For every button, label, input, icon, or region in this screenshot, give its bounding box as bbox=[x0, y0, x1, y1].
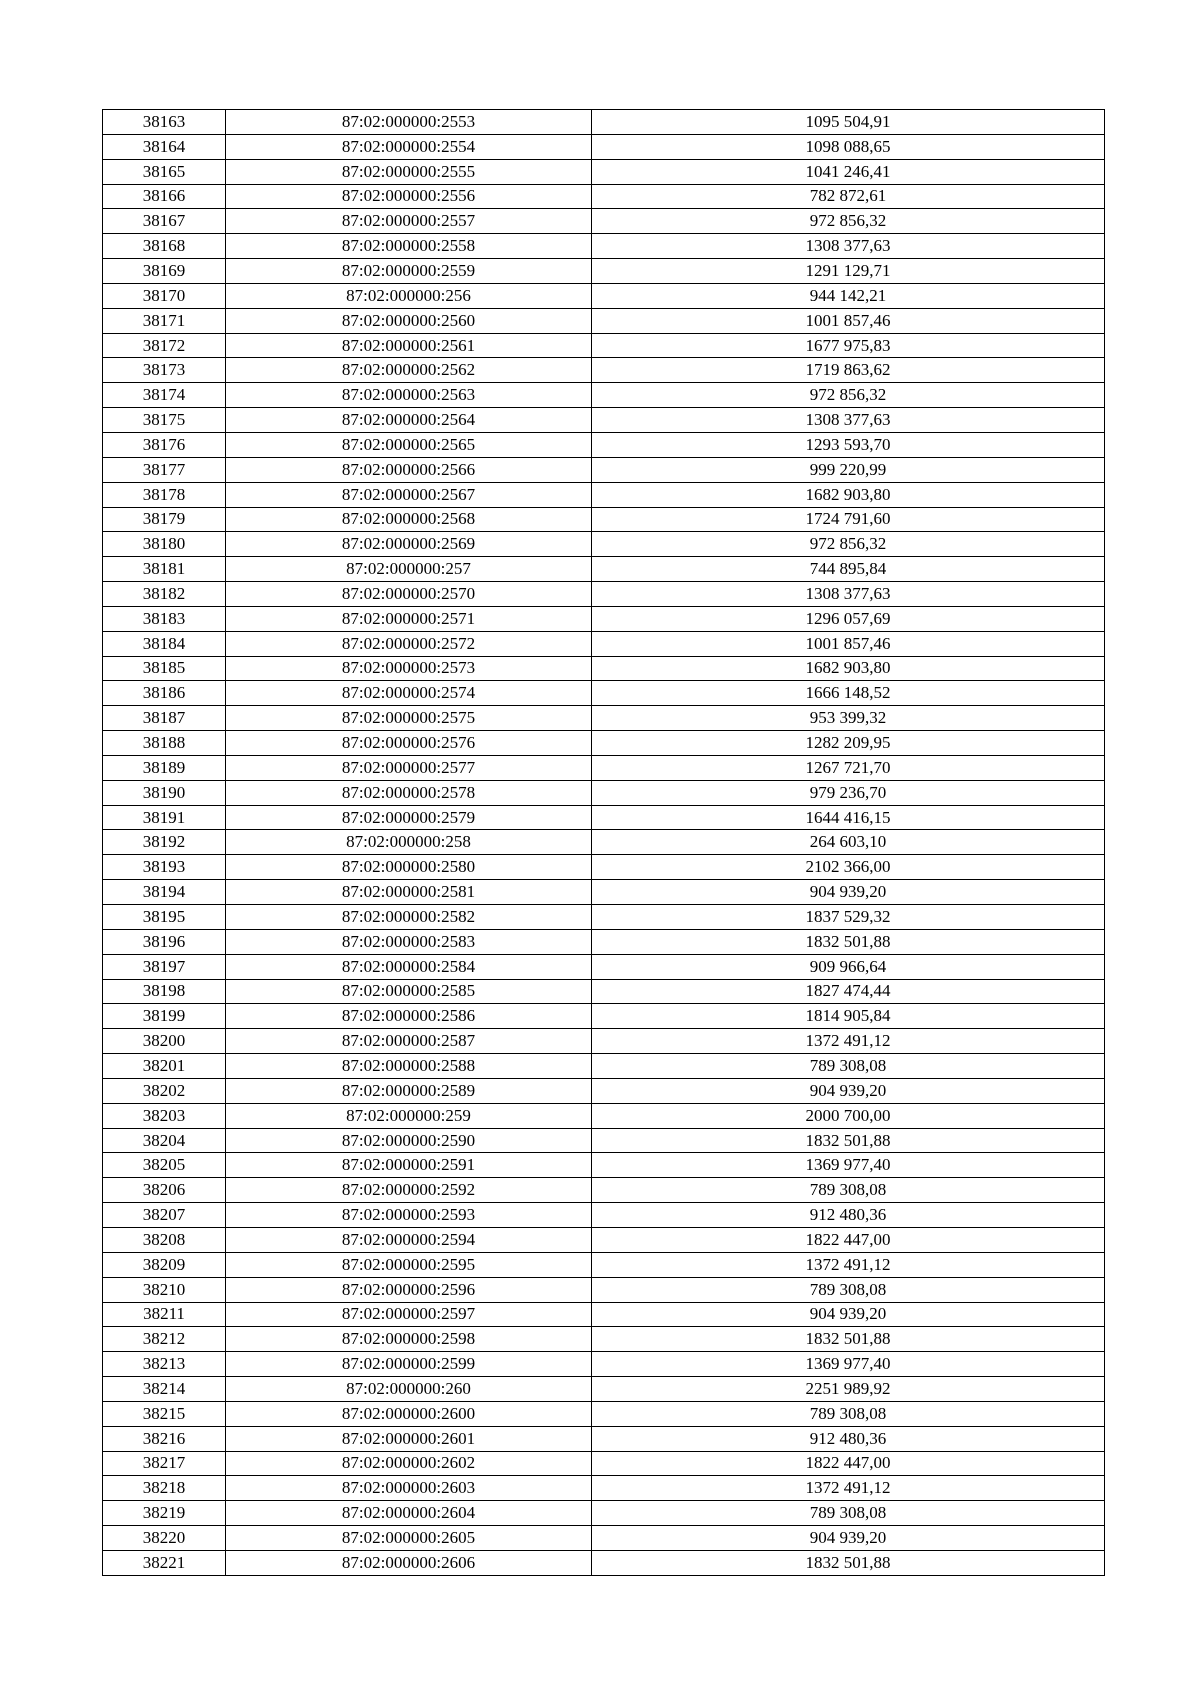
cadastral-value-cell: 999 220,99 bbox=[592, 457, 1105, 482]
cadastral-value-cell: 1001 857,46 bbox=[592, 631, 1105, 656]
cadastral-number-cell: 87:02:000000:2583 bbox=[226, 929, 592, 954]
table-row bbox=[103, 159, 1105, 184]
cadastral-value-cell: 944 142,21 bbox=[592, 283, 1105, 308]
cadastral-number-cell: 87:02:000000:2571 bbox=[226, 606, 592, 631]
cadastral-value-cell: 782 872,61 bbox=[592, 184, 1105, 209]
row-number-cell: 38216 bbox=[103, 1426, 226, 1451]
table-row bbox=[103, 1103, 1105, 1128]
row-number-cell: 38195 bbox=[103, 905, 226, 930]
cadastral-number-cell: 87:02:000000:2558 bbox=[226, 234, 592, 259]
row-number-cell: 38217 bbox=[103, 1451, 226, 1476]
cadastral-number-cell: 87:02:000000:2591 bbox=[226, 1153, 592, 1178]
cadastral-number-cell: 87:02:000000:2565 bbox=[226, 432, 592, 457]
cadastral-number-cell: 87:02:000000:2569 bbox=[226, 532, 592, 557]
cadastral-value-cell: 1282 209,95 bbox=[592, 731, 1105, 756]
cadastral-number-cell: 87:02:000000:2556 bbox=[226, 184, 592, 209]
table-row bbox=[103, 1401, 1105, 1426]
cadastral-number-cell: 87:02:000000:2561 bbox=[226, 333, 592, 358]
cadastral-number-cell: 87:02:000000:2594 bbox=[226, 1227, 592, 1252]
row-number-cell: 38176 bbox=[103, 432, 226, 457]
cadastral-value-cell: 1372 491,12 bbox=[592, 1252, 1105, 1277]
table-row bbox=[103, 532, 1105, 557]
cadastral-value-cell: 904 939,20 bbox=[592, 1302, 1105, 1327]
row-number-cell: 38178 bbox=[103, 482, 226, 507]
table-row bbox=[103, 606, 1105, 631]
cadastral-value-cell: 1001 857,46 bbox=[592, 308, 1105, 333]
row-number-cell: 38209 bbox=[103, 1252, 226, 1277]
row-number-cell: 38210 bbox=[103, 1277, 226, 1302]
cadastral-value-cell: 2000 700,00 bbox=[592, 1103, 1105, 1128]
cadastral-value-cell: 912 480,36 bbox=[592, 1426, 1105, 1451]
row-number-cell: 38183 bbox=[103, 606, 226, 631]
table-row bbox=[103, 1327, 1105, 1352]
table-row bbox=[103, 979, 1105, 1004]
table-row bbox=[103, 780, 1105, 805]
cadastral-value-cell: 1644 416,15 bbox=[592, 805, 1105, 830]
row-number-cell: 38219 bbox=[103, 1501, 226, 1526]
cadastral-value-cell: 972 856,32 bbox=[592, 209, 1105, 234]
cadastral-value-cell: 1677 975,83 bbox=[592, 333, 1105, 358]
cadastral-number-cell: 87:02:000000:2600 bbox=[226, 1401, 592, 1426]
cadastral-value-cell: 912 480,36 bbox=[592, 1203, 1105, 1228]
cadastral-number-cell: 87:02:000000:2606 bbox=[226, 1550, 592, 1575]
cadastral-number-cell: 87:02:000000:2585 bbox=[226, 979, 592, 1004]
cadastral-number-cell: 87:02:000000:2568 bbox=[226, 507, 592, 532]
table-row bbox=[103, 482, 1105, 507]
table-row bbox=[103, 954, 1105, 979]
row-number-cell: 38202 bbox=[103, 1078, 226, 1103]
row-number-cell: 38174 bbox=[103, 383, 226, 408]
table-row bbox=[103, 507, 1105, 532]
cadastral-number-cell: 87:02:000000:2576 bbox=[226, 731, 592, 756]
cadastral-number-cell: 87:02:000000:2555 bbox=[226, 159, 592, 184]
table-row bbox=[103, 308, 1105, 333]
row-number-cell: 38180 bbox=[103, 532, 226, 557]
cadastral-number-cell: 87:02:000000:2570 bbox=[226, 582, 592, 607]
cadastral-value-cell: 1682 903,80 bbox=[592, 482, 1105, 507]
cadastral-number-cell: 87:02:000000:2586 bbox=[226, 1004, 592, 1029]
row-number-cell: 38173 bbox=[103, 358, 226, 383]
row-number-cell: 38186 bbox=[103, 681, 226, 706]
table-row bbox=[103, 457, 1105, 482]
cadastral-value-cell: 909 966,64 bbox=[592, 954, 1105, 979]
row-number-cell: 38207 bbox=[103, 1203, 226, 1228]
cadastral-number-cell: 87:02:000000:2559 bbox=[226, 259, 592, 284]
row-number-cell: 38194 bbox=[103, 880, 226, 905]
cadastral-value-cell: 1369 977,40 bbox=[592, 1153, 1105, 1178]
row-number-cell: 38185 bbox=[103, 656, 226, 681]
cadastral-value-cell: 1293 593,70 bbox=[592, 432, 1105, 457]
row-number-cell: 38199 bbox=[103, 1004, 226, 1029]
cadastral-number-cell: 87:02:000000:2603 bbox=[226, 1476, 592, 1501]
row-number-cell: 38170 bbox=[103, 283, 226, 308]
table-row bbox=[103, 283, 1105, 308]
cadastral-number-cell: 87:02:000000:2587 bbox=[226, 1029, 592, 1054]
cadastral-value-cell: 1822 447,00 bbox=[592, 1227, 1105, 1252]
row-number-cell: 38214 bbox=[103, 1377, 226, 1402]
table-row bbox=[103, 1501, 1105, 1526]
cadastral-value-cell: 1666 148,52 bbox=[592, 681, 1105, 706]
table-row bbox=[103, 1352, 1105, 1377]
cadastral-number-cell: 87:02:000000:2601 bbox=[226, 1426, 592, 1451]
cadastral-number-cell: 87:02:000000:2562 bbox=[226, 358, 592, 383]
table-row bbox=[103, 209, 1105, 234]
cadastral-number-cell: 87:02:000000:2605 bbox=[226, 1526, 592, 1551]
cadastral-number-cell: 87:02:000000:258 bbox=[226, 830, 592, 855]
row-number-cell: 38169 bbox=[103, 259, 226, 284]
row-number-cell: 38213 bbox=[103, 1352, 226, 1377]
cadastral-number-cell: 87:02:000000:2599 bbox=[226, 1352, 592, 1377]
cadastral-value-cell: 1291 129,71 bbox=[592, 259, 1105, 284]
cadastral-number-cell: 87:02:000000:2595 bbox=[226, 1252, 592, 1277]
table-row bbox=[103, 333, 1105, 358]
table-row bbox=[103, 1078, 1105, 1103]
table-row bbox=[103, 805, 1105, 830]
cadastral-number-cell: 87:02:000000:2574 bbox=[226, 681, 592, 706]
cadastral-value-cell: 1267 721,70 bbox=[592, 755, 1105, 780]
row-number-cell: 38163 bbox=[103, 110, 226, 135]
cadastral-number-cell: 87:02:000000:2567 bbox=[226, 482, 592, 507]
cadastral-number-cell: 87:02:000000:260 bbox=[226, 1377, 592, 1402]
cadastral-value-cell: 744 895,84 bbox=[592, 557, 1105, 582]
cadastral-value-cell: 1827 474,44 bbox=[592, 979, 1105, 1004]
cadastral-value-cell: 1372 491,12 bbox=[592, 1029, 1105, 1054]
row-number-cell: 38166 bbox=[103, 184, 226, 209]
table-row bbox=[103, 1277, 1105, 1302]
cadastral-number-cell: 87:02:000000:2593 bbox=[226, 1203, 592, 1228]
cadastral-number-cell: 87:02:000000:2579 bbox=[226, 805, 592, 830]
table-row bbox=[103, 1302, 1105, 1327]
table-row bbox=[103, 1476, 1105, 1501]
cadastral-value-cell: 1837 529,32 bbox=[592, 905, 1105, 930]
table-row bbox=[103, 731, 1105, 756]
cadastral-number-cell: 87:02:000000:2598 bbox=[226, 1327, 592, 1352]
table-row bbox=[103, 1004, 1105, 1029]
cadastral-value-cell: 1832 501,88 bbox=[592, 1128, 1105, 1153]
cadastral-number-cell: 87:02:000000:2572 bbox=[226, 631, 592, 656]
table-row bbox=[103, 1178, 1105, 1203]
row-number-cell: 38190 bbox=[103, 780, 226, 805]
cadastral-number-cell: 87:02:000000:2581 bbox=[226, 880, 592, 905]
table-row bbox=[103, 681, 1105, 706]
row-number-cell: 38175 bbox=[103, 408, 226, 433]
cadastral-number-cell: 87:02:000000:2590 bbox=[226, 1128, 592, 1153]
row-number-cell: 38188 bbox=[103, 731, 226, 756]
row-number-cell: 38168 bbox=[103, 234, 226, 259]
row-number-cell: 38189 bbox=[103, 755, 226, 780]
row-number-cell: 38215 bbox=[103, 1401, 226, 1426]
cadastral-value-cell: 1724 791,60 bbox=[592, 507, 1105, 532]
table-row bbox=[103, 855, 1105, 880]
row-number-cell: 38184 bbox=[103, 631, 226, 656]
cadastral-number-cell: 87:02:000000:2588 bbox=[226, 1054, 592, 1079]
table-body bbox=[103, 110, 1105, 1576]
cadastral-value-cell: 1372 491,12 bbox=[592, 1476, 1105, 1501]
table-row bbox=[103, 905, 1105, 930]
cadastral-value-cell: 1822 447,00 bbox=[592, 1451, 1105, 1476]
table-row bbox=[103, 1054, 1105, 1079]
cadastral-value-cell: 1832 501,88 bbox=[592, 929, 1105, 954]
cadastral-value-cell: 2251 989,92 bbox=[592, 1377, 1105, 1402]
cadastral-number-cell: 87:02:000000:2589 bbox=[226, 1078, 592, 1103]
cadastral-value-cell: 1296 057,69 bbox=[592, 606, 1105, 631]
row-number-cell: 38177 bbox=[103, 457, 226, 482]
row-number-cell: 38193 bbox=[103, 855, 226, 880]
row-number-cell: 38181 bbox=[103, 557, 226, 582]
cadastral-number-cell: 87:02:000000:2604 bbox=[226, 1501, 592, 1526]
table-row bbox=[103, 1153, 1105, 1178]
cadastral-number-cell: 87:02:000000:2560 bbox=[226, 308, 592, 333]
cadastral-value-cell: 953 399,32 bbox=[592, 706, 1105, 731]
cadastral-value-cell: 979 236,70 bbox=[592, 780, 1105, 805]
table-row bbox=[103, 432, 1105, 457]
cadastral-number-cell: 87:02:000000:2573 bbox=[226, 656, 592, 681]
cadastral-value-cell: 1369 977,40 bbox=[592, 1352, 1105, 1377]
cadastral-number-cell: 87:02:000000:2602 bbox=[226, 1451, 592, 1476]
cadastral-value-cell: 1832 501,88 bbox=[592, 1550, 1105, 1575]
row-number-cell: 38208 bbox=[103, 1227, 226, 1252]
row-number-cell: 38179 bbox=[103, 507, 226, 532]
row-number-cell: 38197 bbox=[103, 954, 226, 979]
table-row bbox=[103, 557, 1105, 582]
cadastral-value-cell: 1308 377,63 bbox=[592, 408, 1105, 433]
table-row bbox=[103, 1203, 1105, 1228]
row-number-cell: 38165 bbox=[103, 159, 226, 184]
cadastral-value-cell: 2102 366,00 bbox=[592, 855, 1105, 880]
cadastral-value-table bbox=[102, 109, 1105, 1576]
cadastral-value-cell: 789 308,08 bbox=[592, 1054, 1105, 1079]
table-row bbox=[103, 929, 1105, 954]
cadastral-value-cell: 904 939,20 bbox=[592, 1078, 1105, 1103]
table-row bbox=[103, 1128, 1105, 1153]
cadastral-value-cell: 264 603,10 bbox=[592, 830, 1105, 855]
table-row bbox=[103, 830, 1105, 855]
table-row bbox=[103, 656, 1105, 681]
cadastral-value-cell: 904 939,20 bbox=[592, 1526, 1105, 1551]
row-number-cell: 38218 bbox=[103, 1476, 226, 1501]
row-number-cell: 38196 bbox=[103, 929, 226, 954]
cadastral-value-cell: 1308 377,63 bbox=[592, 582, 1105, 607]
row-number-cell: 38203 bbox=[103, 1103, 226, 1128]
row-number-cell: 38212 bbox=[103, 1327, 226, 1352]
cadastral-value-cell: 1719 863,62 bbox=[592, 358, 1105, 383]
cadastral-value-cell: 1095 504,91 bbox=[592, 110, 1105, 135]
row-number-cell: 38198 bbox=[103, 979, 226, 1004]
row-number-cell: 38220 bbox=[103, 1526, 226, 1551]
cadastral-number-cell: 87:02:000000:2563 bbox=[226, 383, 592, 408]
table-row bbox=[103, 755, 1105, 780]
table-row bbox=[103, 582, 1105, 607]
cadastral-value-cell: 1041 246,41 bbox=[592, 159, 1105, 184]
cadastral-number-cell: 87:02:000000:2584 bbox=[226, 954, 592, 979]
cadastral-value-cell: 1814 905,84 bbox=[592, 1004, 1105, 1029]
table-row bbox=[103, 1426, 1105, 1451]
cadastral-value-cell: 972 856,32 bbox=[592, 532, 1105, 557]
cadastral-value-cell: 1098 088,65 bbox=[592, 134, 1105, 159]
cadastral-number-cell: 87:02:000000:259 bbox=[226, 1103, 592, 1128]
cadastral-value-cell: 789 308,08 bbox=[592, 1401, 1105, 1426]
cadastral-number-cell: 87:02:000000:2578 bbox=[226, 780, 592, 805]
cadastral-value-cell: 789 308,08 bbox=[592, 1501, 1105, 1526]
cadastral-number-cell: 87:02:000000:2596 bbox=[226, 1277, 592, 1302]
cadastral-number-cell: 87:02:000000:2557 bbox=[226, 209, 592, 234]
table-row bbox=[103, 1377, 1105, 1402]
row-number-cell: 38172 bbox=[103, 333, 226, 358]
cadastral-number-cell: 87:02:000000:2553 bbox=[226, 110, 592, 135]
table-row bbox=[103, 259, 1105, 284]
table-row bbox=[103, 1451, 1105, 1476]
cadastral-number-cell: 87:02:000000:2554 bbox=[226, 134, 592, 159]
table-row bbox=[103, 631, 1105, 656]
cadastral-value-cell: 1832 501,88 bbox=[592, 1327, 1105, 1352]
row-number-cell: 38187 bbox=[103, 706, 226, 731]
row-number-cell: 38221 bbox=[103, 1550, 226, 1575]
cadastral-number-cell: 87:02:000000:2575 bbox=[226, 706, 592, 731]
row-number-cell: 38211 bbox=[103, 1302, 226, 1327]
row-number-cell: 38205 bbox=[103, 1153, 226, 1178]
table-row bbox=[103, 110, 1105, 135]
table-row bbox=[103, 358, 1105, 383]
row-number-cell: 38201 bbox=[103, 1054, 226, 1079]
table-row bbox=[103, 880, 1105, 905]
cadastral-value-cell: 904 939,20 bbox=[592, 880, 1105, 905]
cadastral-number-cell: 87:02:000000:2582 bbox=[226, 905, 592, 930]
cadastral-value-cell: 972 856,32 bbox=[592, 383, 1105, 408]
table-row bbox=[103, 1227, 1105, 1252]
row-number-cell: 38192 bbox=[103, 830, 226, 855]
row-number-cell: 38167 bbox=[103, 209, 226, 234]
row-number-cell: 38171 bbox=[103, 308, 226, 333]
cadastral-number-cell: 87:02:000000:2580 bbox=[226, 855, 592, 880]
cadastral-value-cell: 1308 377,63 bbox=[592, 234, 1105, 259]
table-row bbox=[103, 1029, 1105, 1054]
cadastral-number-cell: 87:02:000000:2566 bbox=[226, 457, 592, 482]
row-number-cell: 38204 bbox=[103, 1128, 226, 1153]
row-number-cell: 38191 bbox=[103, 805, 226, 830]
table-row bbox=[103, 134, 1105, 159]
cadastral-value-cell: 789 308,08 bbox=[592, 1178, 1105, 1203]
cadastral-number-cell: 87:02:000000:2592 bbox=[226, 1178, 592, 1203]
row-number-cell: 38200 bbox=[103, 1029, 226, 1054]
cadastral-number-cell: 87:02:000000:256 bbox=[226, 283, 592, 308]
table-row bbox=[103, 383, 1105, 408]
table-row bbox=[103, 234, 1105, 259]
table-row bbox=[103, 408, 1105, 433]
cadastral-number-cell: 87:02:000000:2597 bbox=[226, 1302, 592, 1327]
cadastral-value-cell: 789 308,08 bbox=[592, 1277, 1105, 1302]
table-row bbox=[103, 706, 1105, 731]
cadastral-number-cell: 87:02:000000:2564 bbox=[226, 408, 592, 433]
cadastral-value-cell: 1682 903,80 bbox=[592, 656, 1105, 681]
row-number-cell: 38182 bbox=[103, 582, 226, 607]
table-row bbox=[103, 184, 1105, 209]
table-row bbox=[103, 1550, 1105, 1575]
cadastral-number-cell: 87:02:000000:257 bbox=[226, 557, 592, 582]
cadastral-number-cell: 87:02:000000:2577 bbox=[226, 755, 592, 780]
table-row bbox=[103, 1252, 1105, 1277]
row-number-cell: 38164 bbox=[103, 134, 226, 159]
row-number-cell: 38206 bbox=[103, 1178, 226, 1203]
table-row bbox=[103, 1526, 1105, 1551]
